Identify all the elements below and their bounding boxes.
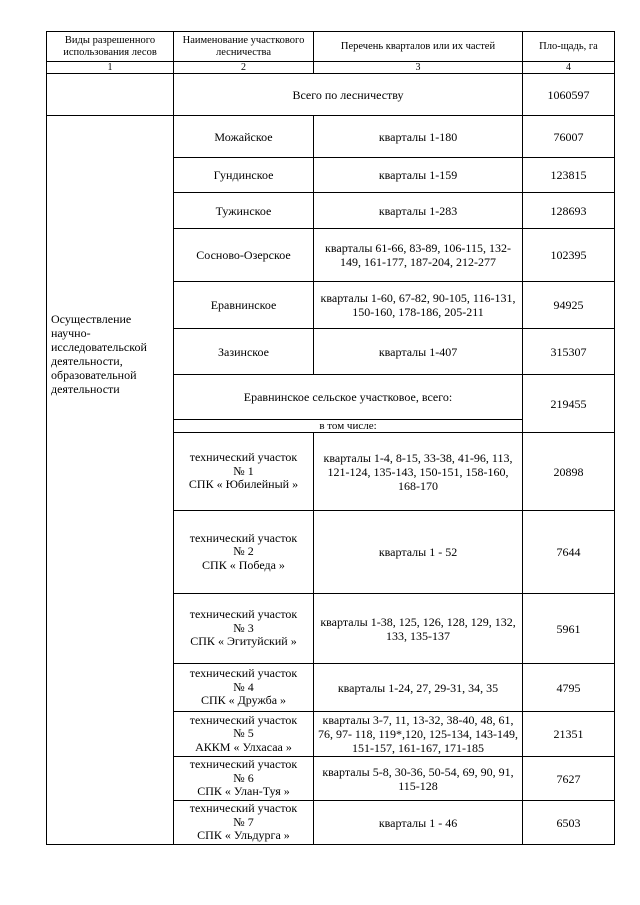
rural-total-label: Еравнинское сельское участковое, всего: <box>174 375 523 420</box>
tech-site-quarters: кварталы 1-38, 125, 126, 128, 129, 132, 133, 135-137 <box>314 594 523 664</box>
forestry-name: Еравнинское <box>174 282 314 329</box>
tech-site-area: 20898 <box>523 433 615 511</box>
column-number: 1 <box>47 62 174 74</box>
forestry-name: Зазинское <box>174 329 314 375</box>
tech-site-area: 21351 <box>523 712 615 757</box>
forestry-area: 128693 <box>523 193 615 229</box>
forestry-quarters: кварталы 1-180 <box>314 116 523 158</box>
header-quarters: Перечень кварталов или их частей <box>314 32 523 62</box>
forestry-name: Можайское <box>174 116 314 158</box>
tech-site-number: № 5 <box>233 726 254 741</box>
use-type-cell: Осуществление научно-исследовательской деятельности, образовательной деятельности <box>47 116 174 845</box>
tech-site-quarters: кварталы 3-7, 11, 13-32, 38-40, 48, 61, 76, 97- 118, 119*,120, 125-134, 143-149, 151-157, 161-167, 171-185 <box>314 712 523 757</box>
tech-site-title: технический участок <box>189 757 298 772</box>
tech-site-org: СПК « Юбилейный » <box>188 477 299 492</box>
tech-site-title: технический участок <box>189 801 298 816</box>
tech-site-title: технический участок <box>189 530 298 545</box>
tech-site-title: технический участок <box>189 450 298 465</box>
empty-cell <box>47 74 174 116</box>
header-use-type: Виды разрешенного использования лесов <box>47 32 174 62</box>
tech-site-name <box>174 511 314 594</box>
tech-site-org: СПК « Эгитуйский » <box>190 634 297 649</box>
tech-site-quarters: кварталы 1-4, 8-15, 33-38, 41-96, 113, 121-124, 135-143, 150-151, 158-160, 168-170 <box>314 433 523 511</box>
forestry-quarters: кварталы 1-159 <box>314 158 523 193</box>
tech-site-name <box>174 757 314 801</box>
tech-site-number: № 1 <box>233 463 254 478</box>
forestry-area: 102395 <box>523 229 615 282</box>
total-label: Всего по лесничеству <box>174 74 523 116</box>
tech-site-quarters: кварталы 1-24, 27, 29-31, 34, 35 <box>314 664 523 712</box>
column-number-row <box>47 62 615 74</box>
forestry-name: Сосново-Озерское <box>174 229 314 282</box>
tech-site-quarters: кварталы 5-8, 30-36, 50-54, 69, 90, 91, 115-128 <box>314 757 523 801</box>
forestry-name: Гундинское <box>174 158 314 193</box>
forestry-area: 315307 <box>523 329 615 375</box>
forestry-area: 94925 <box>523 282 615 329</box>
forestry-quarters: кварталы 1-407 <box>314 329 523 375</box>
header-forestry-name: Наименование участкового лесничества <box>174 32 314 62</box>
including-label: в том числе: <box>174 420 523 433</box>
column-number: 2 <box>174 62 314 74</box>
tech-site-number: № 7 <box>233 814 254 829</box>
forestry-area: 123815 <box>523 158 615 193</box>
tech-site-area: 6503 <box>523 801 615 845</box>
tech-site-area: 5961 <box>523 594 615 664</box>
header-area: Пло-щадь, га <box>523 32 615 62</box>
tech-site-area: 7627 <box>523 757 615 801</box>
forestry-area: 76007 <box>523 116 615 158</box>
header-row <box>47 32 615 62</box>
tech-site-org: АККМ « Улхасаа » <box>195 739 292 754</box>
tech-site-number: № 2 <box>233 544 254 559</box>
tech-site-name <box>174 664 314 712</box>
total-area: 1060597 <box>523 74 615 116</box>
tech-site-area: 4795 <box>523 664 615 712</box>
tech-site-name <box>174 594 314 664</box>
tech-site-number: № 3 <box>233 620 254 635</box>
tech-site-title: технический участок <box>189 607 298 622</box>
tech-site-name <box>174 801 314 845</box>
forestry-quarters: кварталы 1-283 <box>314 193 523 229</box>
column-number: 3 <box>314 62 523 74</box>
tech-site-area: 7644 <box>523 511 615 594</box>
tech-site-quarters: кварталы 1 - 46 <box>314 801 523 845</box>
forest-use-table <box>46 31 615 845</box>
forestry-name: Тужинское <box>174 193 314 229</box>
column-number: 4 <box>523 62 615 74</box>
table-row <box>47 116 615 158</box>
tech-site-org: СПК « Победа » <box>202 557 285 572</box>
tech-site-name <box>174 433 314 511</box>
tech-site-title: технический участок <box>189 712 298 727</box>
rural-total-area: 219455 <box>523 375 615 433</box>
forestry-quarters: кварталы 1-60, 67-82, 90-105, 116-131, 150-160, 178-186, 205-211 <box>314 282 523 329</box>
tech-site-org: СПК « Улан-Туя » <box>197 784 290 799</box>
tech-site-title: технический участок <box>189 666 298 681</box>
tech-site-number: № 4 <box>233 679 254 694</box>
tech-site-org: СПК « Дружба » <box>200 693 287 708</box>
tech-site-quarters: кварталы 1 - 52 <box>314 511 523 594</box>
tech-site-number: № 6 <box>233 770 254 785</box>
tech-site-name <box>174 712 314 757</box>
forestry-quarters: кварталы 61-66, 83-89, 106-115, 132-149, 161-177, 187-204, 212-277 <box>314 229 523 282</box>
total-row <box>47 74 615 116</box>
tech-site-org: СПК « Ульдурга » <box>197 828 290 843</box>
